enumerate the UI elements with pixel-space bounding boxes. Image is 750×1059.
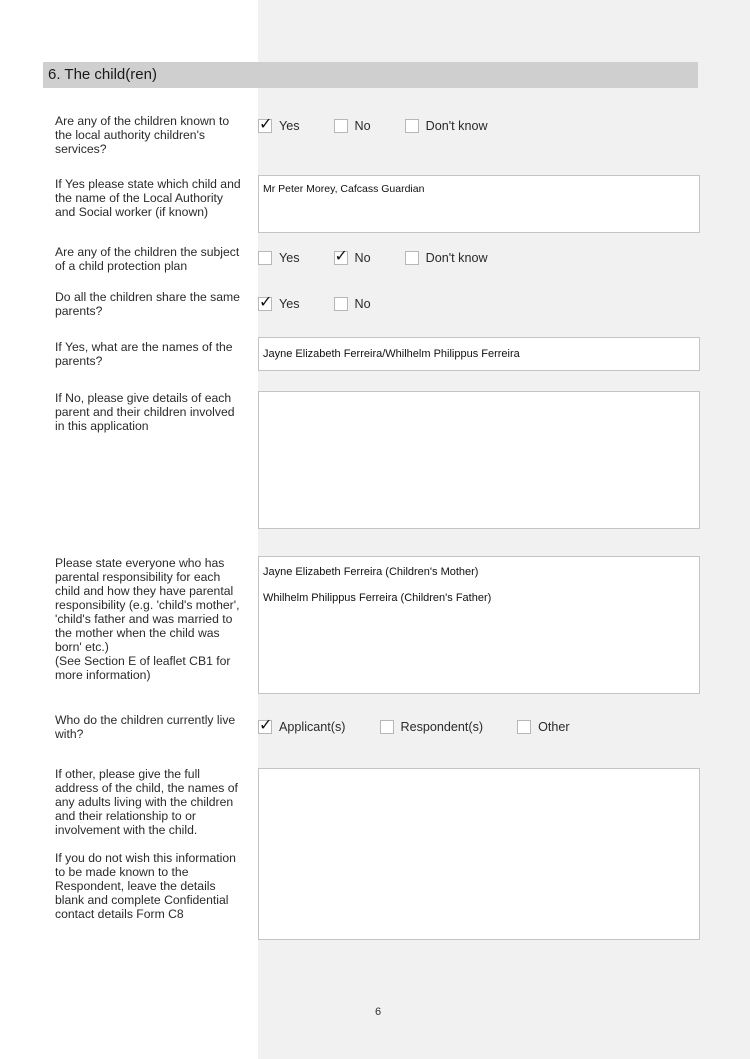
live-with-applicant[interactable]: ✓ Applicant(s) — [259, 715, 346, 734]
checkmark-icon: ✓ — [334, 246, 348, 265]
parent-details-field[interactable] — [258, 391, 700, 529]
question-other-address: If other, please give the full address of the child, the names of any adults living with the children and their relationship to or involvement with the child. If you do not wish this information to be made known to the Respondent, leave the details blank and complete Confidential contact details Form C8 — [55, 767, 238, 921]
live-with-other[interactable]: Other — [517, 720, 570, 734]
question-same-parents: Do all the children share the same parents? — [55, 290, 240, 318]
question-known-to-la: Are any of the children known to the local authority children's services? — [55, 114, 230, 156]
checkbox[interactable] — [405, 251, 419, 265]
question-parental-responsibility: Please state everyone who has parental responsibility for each child and how they have parental responsibility (e.g. 'child's mother', 'child's father and was married to the mother when the child was born' etc.) (See Section E of leaflet CB1 for more information) — [55, 556, 240, 682]
checkbox[interactable] — [258, 715, 273, 734]
responsibility-line: Jayne Elizabeth Ferreira (Children's Mother) — [263, 566, 479, 578]
protection-plan-no[interactable]: ✓ No — [334, 246, 371, 265]
checkmark-icon: ✓ — [259, 114, 273, 133]
known-to-la-options — [258, 114, 522, 133]
other-address-field[interactable] — [258, 768, 700, 940]
live-with-respondent[interactable]: Respondent(s) — [380, 720, 484, 734]
checkbox[interactable] — [405, 119, 419, 133]
question-parent-details: If No, please give details of each parent and their children involved in this application — [55, 391, 235, 433]
checkbox[interactable] — [334, 246, 348, 265]
same-parents-options — [258, 292, 405, 311]
known-to-la-no[interactable]: No — [334, 119, 371, 133]
checkbox[interactable] — [380, 720, 394, 734]
question-parent-names: If Yes, what are the names of the parents? — [55, 340, 233, 368]
responsibility-line: Whilhelm Philippus Ferreira (Children's Father) — [263, 592, 492, 604]
checkmark-icon: ✓ — [259, 292, 273, 311]
checkbox[interactable] — [517, 720, 531, 734]
parental-responsibility-field[interactable] — [258, 556, 700, 694]
question-which-child: If Yes please state which child and the name of the Local Authority and Social worker (if known) — [55, 177, 241, 219]
checkbox[interactable] — [334, 119, 348, 133]
section-title: 6. The child(ren) — [43, 62, 698, 88]
checkbox[interactable] — [258, 292, 273, 311]
same-parents-yes[interactable]: ✓ Yes — [259, 292, 300, 311]
question-protection-plan: Are any of the children the subject of a child protection plan — [55, 245, 240, 273]
live-with-options — [258, 715, 604, 734]
same-parents-no[interactable]: No — [334, 297, 371, 311]
checkbox[interactable] — [258, 251, 272, 265]
checkbox[interactable] — [334, 297, 348, 311]
protection-plan-yes[interactable]: Yes — [258, 251, 300, 265]
known-to-la-dont-know[interactable]: Don't know — [405, 119, 488, 133]
which-child-field[interactable]: Mr Peter Morey, Cafcass Guardian — [258, 175, 700, 233]
question-live-with: Who do the children currently live with? — [55, 713, 236, 741]
protection-plan-options — [258, 246, 522, 265]
known-to-la-yes[interactable]: ✓ Yes — [259, 114, 300, 133]
page-number: 6 — [374, 1006, 382, 1018]
protection-plan-dont-know[interactable]: Don't know — [405, 251, 488, 265]
checkmark-icon: ✓ — [259, 715, 273, 734]
checkbox[interactable] — [258, 114, 273, 133]
parent-names-field[interactable]: Jayne Elizabeth Ferreira/Whilhelm Philippus Ferreira — [258, 337, 700, 371]
